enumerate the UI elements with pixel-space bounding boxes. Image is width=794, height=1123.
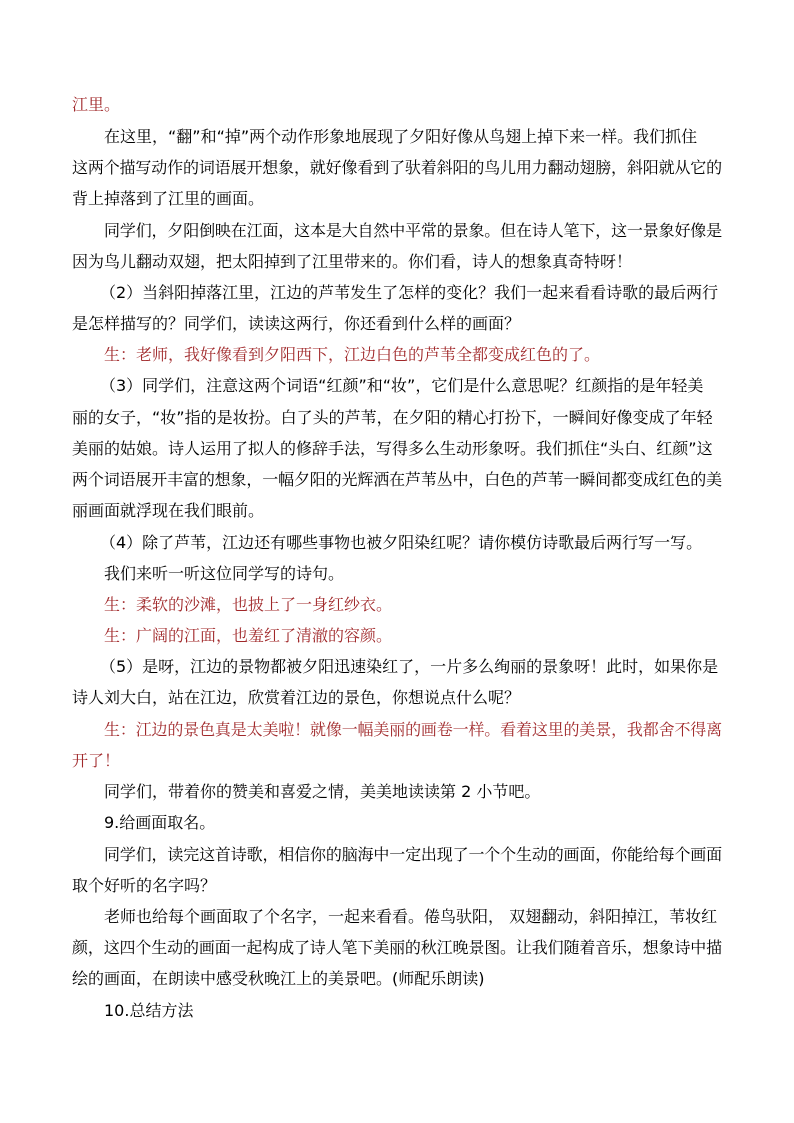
text-line: 美丽的姑娘。诗人运用了拟人的修辞手法，写得多么生动形象呀。我们抓住“头白、红颜”这 <box>72 439 713 458</box>
text-line: 绘的画面，在朗读中感受秋晚江上的美景吧。(师配乐朗读) <box>72 969 485 988</box>
text-line: 诗人刘大白，站在江边，欣赏着江边的景色，你想说点什么呢？ <box>72 688 521 707</box>
section-heading: 10.总结方法 <box>104 1001 194 1020</box>
student-answer: 生：柔软的沙滩，也披上了一身红纱衣。 <box>104 595 393 614</box>
student-answer: 生：江边的景色真是太美啦！就像一幅美丽的画卷一样。看着这里的美景，我都舍不得离 <box>104 720 723 739</box>
student-answer: 生：广阔的江面，也羞红了清澈的容颜。 <box>104 626 393 645</box>
text-line: 颜，这四个生动的画面一起构成了诗人笔下美丽的秋江晚景图。让我们随着音乐，想象诗中描 <box>72 938 723 957</box>
text-line: 这两个描写动作的词语展开想象，就好像看到了驮着斜阳的鸟儿用力翻动翅膀，斜阳就从它的 <box>72 158 723 177</box>
text-line: 丽画面就浮现在我们眼前。 <box>72 501 265 520</box>
text-line: （5）是呀，江边的景物都被夕阳迅速染红了，一片多么绚丽的景象呀！此时，如果你是 <box>100 657 719 676</box>
text-line: 老师也给每个画面取了个名字，一起来看看。倦鸟驮阳， 双翅翻动，斜阳掉江，苇妆红 <box>104 907 718 926</box>
text-line: （3）同学们，注意这两个词语“红颜”和“妆”，它们是什么意思呢？红颜指的是年轻美 <box>100 376 704 395</box>
text-line: 丽的女子，“妆”指的是妆扮。白了头的芦苇，在夕阳的精心打扮下，一瞬间好像变成了年轻 <box>72 408 713 427</box>
text-line: 我们来听一听这位同学写的诗句。 <box>104 564 345 583</box>
text-line: 同学们，带着你的赞美和喜爱之情，美美地读读第 2 小节吧。 <box>104 782 541 801</box>
section-heading: 9.给画面取名。 <box>104 813 216 832</box>
text-line: 江里。 <box>72 95 121 114</box>
text-line: 是怎样描写的？同学们，读读这两行，你还看到什么样的画面？ <box>72 314 521 333</box>
student-answer: 生：老师，我好像看到夕阳西下，江边白色的芦苇全都变成红色的了。 <box>104 345 601 364</box>
student-answer: 开了！ <box>72 751 121 770</box>
text-line: 同学们，夕阳倒映在江面，这本是大自然中平常的景象。但在诗人笔下，这一景象好像是 <box>104 221 723 240</box>
text-line: 因为鸟儿翻动双翅，把太阳掉到了江里带来的。你们看，诗人的想象真奇特呀！ <box>72 252 633 271</box>
text-line: 两个词语展开丰富的想象，一幅夕阳的光辉洒在芦苇丛中，白色的芦苇一瞬间都变成红色的美 <box>72 470 723 489</box>
text-line: 背上掉落到了江里的画面。 <box>72 189 265 208</box>
text-line: （4）除了芦苇，江边还有哪些事物也被夕阳染红呢？请你模仿诗歌最后两行写一写。 <box>100 533 703 552</box>
text-line: 同学们，读完这首诗歌，相信你的脑海中一定出现了一个个生动的画面，你能给每个画面 <box>104 845 723 864</box>
text-line: 在这里，“翻”和“掉”两个动作形象地展现了夕阳好像从鸟翅上掉下来一样。我们抓住 <box>104 127 698 146</box>
text-line: 取个好听的名字吗？ <box>72 876 217 895</box>
text-line: （2）当斜阳掉落江里，江边的芦苇发生了怎样的变化？我们一起来看看诗歌的最后两行 <box>100 283 719 302</box>
